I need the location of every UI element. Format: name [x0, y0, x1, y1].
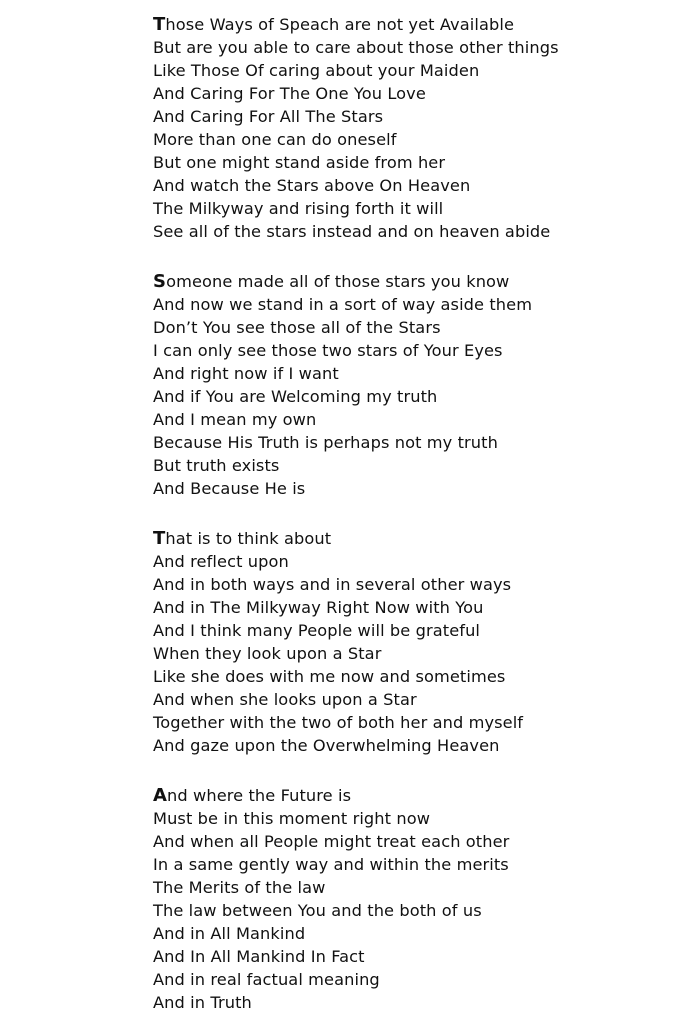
poem-line: Like Those Of caring about your Maiden: [153, 61, 480, 80]
poem-line: And when all People might treat each other: [153, 832, 510, 851]
poem-line: And in Truth: [153, 993, 252, 1012]
poem-line: And gaze upon the Overwhelming Heaven: [153, 736, 500, 755]
poem-line: And I mean my own: [153, 410, 317, 429]
poem-line: Don’t You see those all of the Stars: [153, 318, 441, 337]
first-line-text: hose Ways of Speach are not yet Available: [165, 15, 515, 34]
initial-letter: T: [153, 14, 166, 35]
poem-line: The Milkyway and rising forth it will: [153, 199, 444, 218]
poem-line: See all of the stars instead and on heaven abide: [153, 222, 551, 241]
poem-line: And I think many People will be grateful: [153, 621, 481, 640]
first-line-text: hat is to think about: [165, 529, 332, 548]
poem-line: But one might stand aside from her: [153, 153, 446, 172]
poem-line: And in real factual meaning: [153, 970, 380, 989]
poem-line: And in All Mankind: [153, 924, 306, 943]
stanza-1: [153, 13, 673, 243]
first-line-text: omeone made all of those stars you know: [166, 272, 510, 291]
poem-line: When they look upon a Star: [153, 644, 382, 663]
first-line-text: nd where the Future is: [167, 786, 352, 805]
initial-letter: T: [153, 528, 166, 549]
initial-letter: S: [153, 271, 167, 292]
poem-line: And reflect upon: [153, 552, 289, 571]
poem-line: [153, 784, 673, 807]
poem-line: And In All Mankind In Fact: [153, 947, 365, 966]
poem-line: Because His Truth is perhaps not my truth: [153, 433, 498, 452]
poem-line: More than one can do oneself: [153, 130, 397, 149]
poem-line: And when she looks upon a Star: [153, 690, 417, 709]
poem-line: [153, 527, 673, 550]
poem-line: Together with the two of both her and myself: [153, 713, 524, 732]
poem-line: The Merits of the law: [153, 878, 326, 897]
poem-line: And now we stand in a sort of way aside them: [153, 295, 533, 314]
poem: [153, 13, 673, 1014]
poem-line: And Caring For All The Stars: [153, 107, 384, 126]
poem-line: In a same gently way and within the merits: [153, 855, 509, 874]
poem-line: [153, 270, 673, 293]
poem-line: But truth exists: [153, 456, 280, 475]
stanza-2: [153, 270, 673, 500]
poem-line: And in both ways and in several other ways: [153, 575, 512, 594]
stanza-4: [153, 784, 673, 1014]
poem-line: And watch the Stars above On Heaven: [153, 176, 471, 195]
poem-line: And Caring For The One You Love: [153, 84, 426, 103]
poem-line: And right now if I want: [153, 364, 339, 383]
poem-line: I can only see those two stars of Your Eyes: [153, 341, 503, 360]
poem-line: And if You are Welcoming my truth: [153, 387, 438, 406]
initial-letter: A: [153, 785, 168, 806]
stanza-3: [153, 527, 673, 757]
poem-line: [153, 13, 673, 36]
poem-line: Like she does with me now and sometimes: [153, 667, 506, 686]
poem-line: But are you able to care about those other things: [153, 38, 559, 57]
poem-line: And in The Milkyway Right Now with You: [153, 598, 484, 617]
poem-line: And Because He is: [153, 479, 306, 498]
poem-line: The law between You and the both of us: [153, 901, 482, 920]
poem-line: Must be in this moment right now: [153, 809, 431, 828]
